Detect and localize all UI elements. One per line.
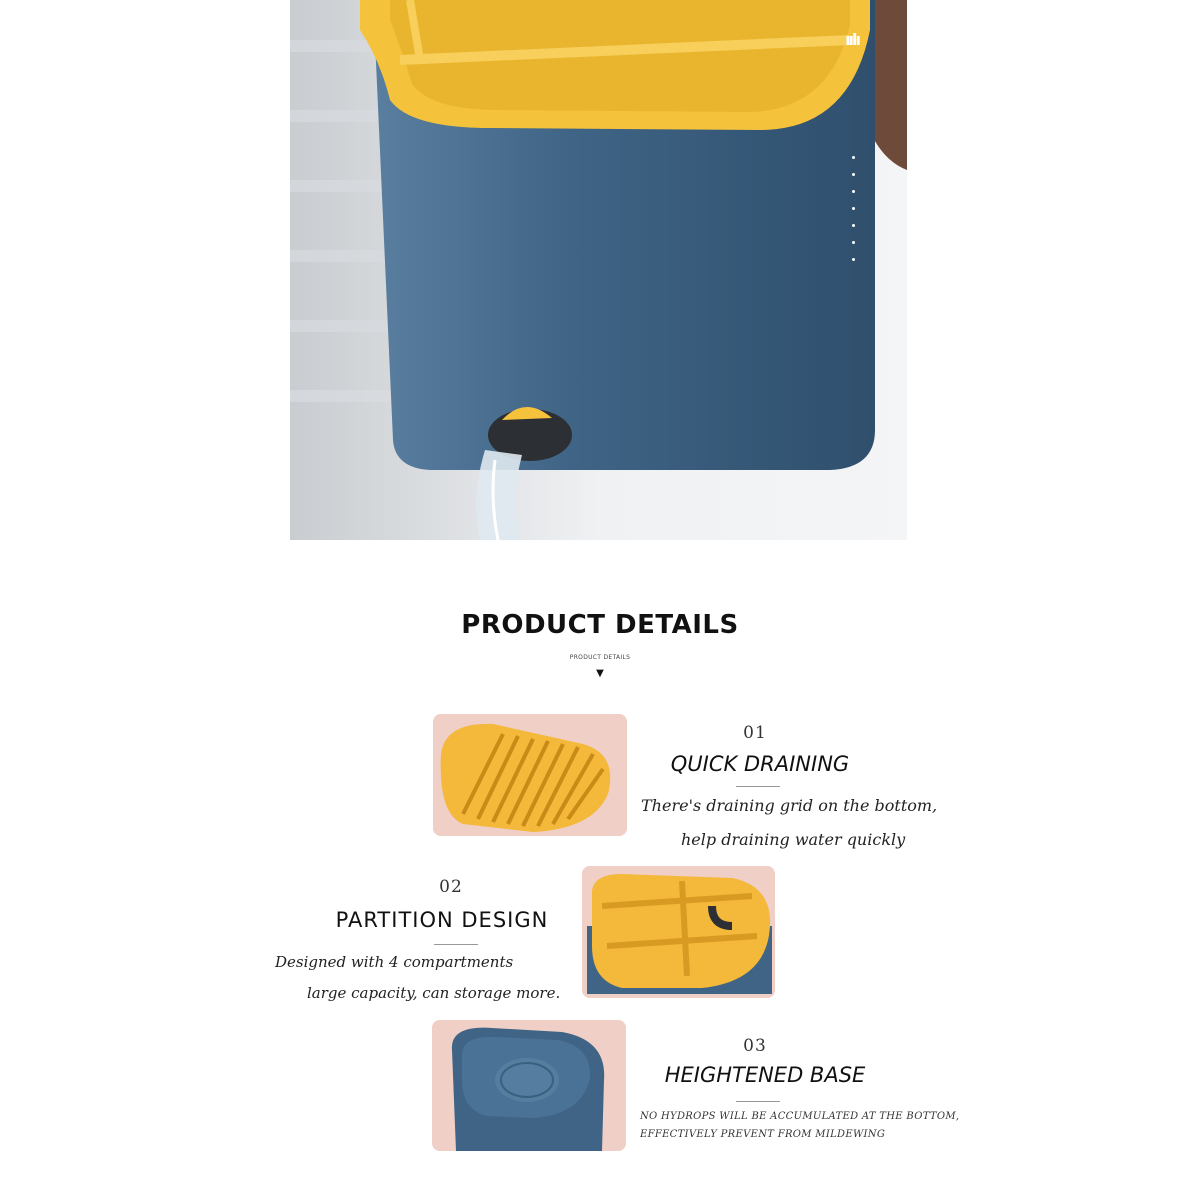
- feature-3-heading: HEIGHTENED BASE: [664, 1063, 866, 1087]
- feature-3-line-2: EFFECTIVELY PREVENT FROM MILDEWING: [640, 1129, 886, 1140]
- feature-1-divider: [736, 786, 780, 787]
- feature-1-line-2: help draining water quickly: [681, 830, 906, 849]
- draining-grid-image: [433, 714, 627, 836]
- feature-2-divider: [434, 944, 478, 945]
- partition-image: [582, 866, 775, 998]
- hero-illustration: [290, 0, 907, 540]
- section-title: PRODUCT DETAILS: [461, 610, 739, 640]
- signal-icon: ıılı: [845, 30, 859, 49]
- feature-2-line-2: large capacity, can storage more.: [307, 984, 561, 1002]
- feature-1-line-1: There's draining grid on the bottom,: [641, 796, 938, 815]
- feature-2-number: 02: [439, 877, 463, 897]
- feature-3-line-1: NO HYDROPS WILL BE ACCUMULATED AT THE BOTTOM,: [640, 1111, 960, 1122]
- measurement-dots: [852, 156, 856, 275]
- down-arrow-icon: ▼: [596, 668, 604, 679]
- feature-1-heading: QUICK DRAINING: [670, 752, 850, 776]
- feature-2-line-1: Designed with 4 compartments: [275, 953, 514, 971]
- feature-1-number: 01: [743, 723, 767, 743]
- feature-3-divider: [736, 1101, 780, 1102]
- feature-3-number: 03: [743, 1036, 767, 1056]
- hero-product-image: [290, 0, 907, 540]
- heightened-base-image: [432, 1020, 626, 1151]
- section-subtitle: PRODUCT DETAILS: [569, 654, 631, 661]
- feature-2-heading: PARTITION DESIGN: [335, 908, 549, 932]
